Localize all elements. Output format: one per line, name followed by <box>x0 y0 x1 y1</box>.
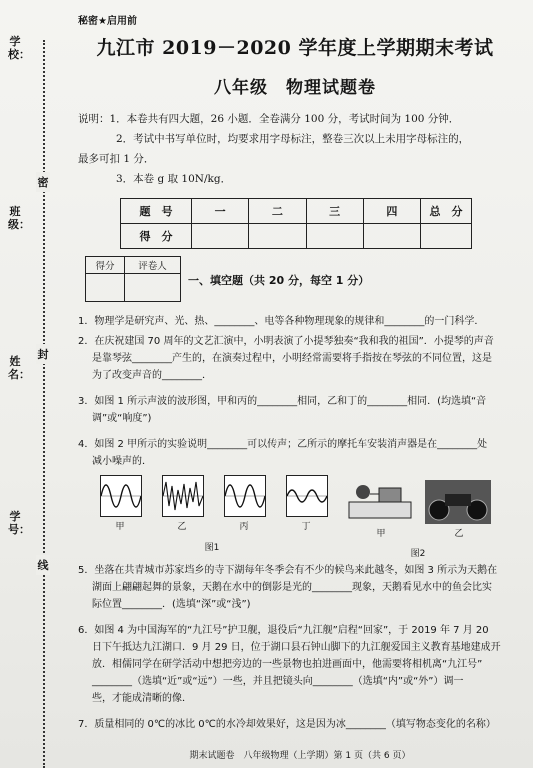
score-blank-cell <box>363 224 420 249</box>
seal-mark-mi: 密 <box>36 172 50 192</box>
question-6-line4: ________（选填“近”或“远”）一些，并且把镜头向________（选填“内”或“外”）调一 <box>92 676 464 687</box>
figure-2-caption: 图2 <box>410 549 426 559</box>
fig1-label-yi: 乙 <box>177 522 187 532</box>
fig1-label-bing: 丙 <box>239 522 249 532</box>
waveform-jia <box>100 475 142 517</box>
fig1-label-ding: 丁 <box>301 522 311 532</box>
question-2-line2: 是靠琴弦________产生的，在演奏过程中，小明经常需要将手指按在琴弦的不同位置，这是 <box>92 353 492 364</box>
score-header-cell: 一 <box>192 199 249 224</box>
fig2-label-yi: 乙 <box>454 529 464 539</box>
question-6-line5: 些，才能成清晰的像． <box>92 693 192 704</box>
score-header-cell: 总 分 <box>421 199 472 224</box>
score-blank-cell <box>249 224 306 249</box>
question-4-line1: 4．如图 2 甲所示的实验说明________可以传声；乙所示的摩托车安装消声器是在________处 <box>78 439 488 450</box>
motorcycle-illustration <box>425 480 491 524</box>
question-7: 7．质量相同的 0℃的冰比 0℃的水冷却效果好，这是因为冰________（填写物态变化的名称） <box>78 719 496 730</box>
exam-title: 九江市 2019－2020 学年度上学期期末考试 <box>96 37 494 59</box>
grader-blank-cell <box>86 274 125 302</box>
section-heading: 一、填空题（共 20 分，每空 1 分） <box>188 274 370 287</box>
score-header-cell: 二 <box>249 199 306 224</box>
exam-subtitle: 八年级 物理试题卷 <box>214 78 376 98</box>
score-header-cell: 题 号 <box>121 199 192 224</box>
instruction-3: 3．本卷 g 取 10N/kg． <box>116 173 232 185</box>
instruction-2: 2．考试中书写单位时，均要求用字母标注，整卷三次以上未用字母标注的， <box>116 133 470 145</box>
waveform-bing <box>224 475 266 517</box>
question-3-line2: 调”或“响度”) <box>92 413 152 424</box>
grader-name-header: 评卷人 <box>125 257 181 274</box>
question-1: 1．物理学是研究声、光、热、________、电等各种物理现象的规律和________的一门科学． <box>78 316 485 327</box>
question-6-line2: 日下午抵达九江湖口．9 月 29 日，位于湖口县石钟山脚下的九江舰爱国主义教育基地建成开 <box>92 642 501 653</box>
grader-table <box>85 256 181 302</box>
school-label: 学校： <box>8 35 30 61</box>
page-footer: 期末试题卷 八年级物理（上学期）第 1 页（共 6 页） <box>189 751 411 761</box>
question-5-line2: 湖面上翩翩起舞的景象，天鹅在水中的倒影是光的________现象，天鹅看见水中的鱼会比实 <box>92 582 492 593</box>
fig1-label-jia: 甲 <box>115 522 125 532</box>
question-6-line3: 放．相儒同学在研学活动中想把旁边的一些景物也拍进画面中，他需要将相机离“九江号” <box>92 659 483 670</box>
grader-blank-cell <box>125 274 181 302</box>
question-4-line2: 减小噪声的． <box>92 456 152 467</box>
question-3-line1: 3．如图 1 所示声波的波形图，甲和丙的________相同，乙和丁的________相同．(均选填“音 <box>78 396 487 407</box>
instruction-2-cont: 最多可扣 1 分． <box>78 153 155 165</box>
question-5-line1: 5．坐落在共青城市苏家垱乡的寺下湖每年冬季会有不少的候鸟来此越冬，如图 3 所示为天鹅在 <box>78 565 498 576</box>
question-2-line1: 2．在庆祝建国 70 周年的文艺汇演中，小明表演了小提琴独奏“我和我的祖国”．小提琴的声音 <box>78 336 494 347</box>
waveform-yi <box>162 475 204 517</box>
seal-mark-feng: 封 <box>36 344 50 364</box>
score-table <box>120 198 472 249</box>
score-blank-cell <box>421 224 472 249</box>
student-number-label: 学号： <box>8 510 30 536</box>
figure-1 <box>100 475 335 537</box>
experiment-illustration <box>345 478 417 524</box>
binding-line <box>43 40 45 768</box>
score-blank-cell <box>306 224 363 249</box>
score-header-cell: 三 <box>306 199 363 224</box>
figure-1-caption: 图1 <box>204 543 220 553</box>
score-blank-cell <box>192 224 249 249</box>
confidential-mark: 秘密★启用前 <box>78 16 137 27</box>
seal-mark-xian: 线 <box>36 555 50 575</box>
class-label: 班级： <box>8 205 30 231</box>
score-row-label: 得 分 <box>121 224 192 249</box>
figure-2 <box>345 478 495 540</box>
name-label: 姓名： <box>8 355 30 381</box>
question-2-line3: 为了改变声音的________． <box>92 370 212 381</box>
score-header-cell: 四 <box>363 199 420 224</box>
question-6-line1: 6．如图 4 为中国海军的“九江号”护卫舰，退役后“九江舰”启程“回家”，于 2019 年 7 月 20 <box>78 625 489 636</box>
grader-score-header: 得分 <box>86 257 125 274</box>
waveform-ding <box>286 475 328 517</box>
instruction-1: 说明：1．本卷共有四大题，26 小题．全卷满分 100 分，考试时间为 100 分钟． <box>78 113 460 125</box>
question-5-line3: 际位置________．(选填“深”或“浅”) <box>92 599 251 610</box>
fig2-label-jia: 甲 <box>376 529 386 539</box>
